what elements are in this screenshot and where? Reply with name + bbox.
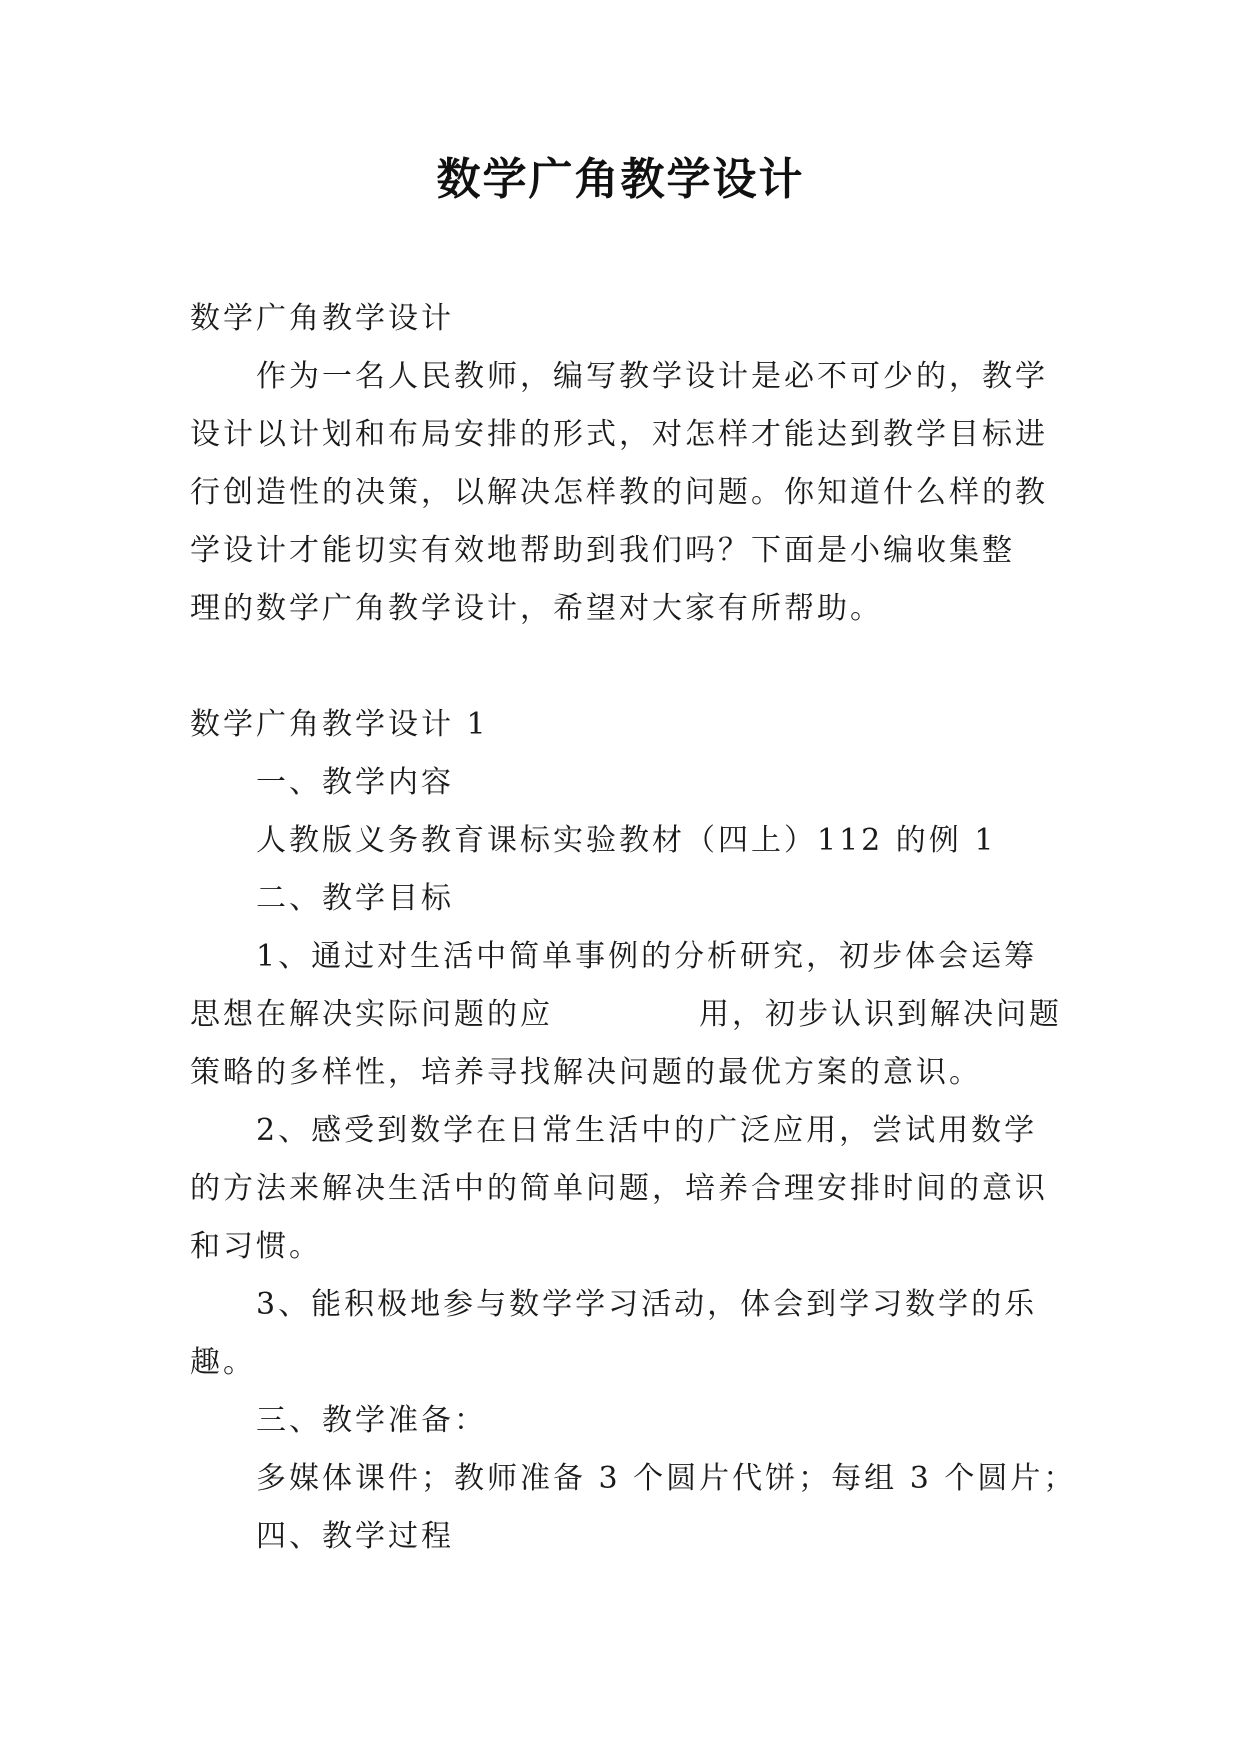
goal3-line-1: 3、能积极地参与数学学习活动，体会到学习数学的乐 xyxy=(256,1287,1038,1322)
part-heading-goals: 二、教学目标 xyxy=(256,881,454,916)
goal2-line-2: 的方法来解决生活中的简单问题，培养合理安排时间的意识 xyxy=(190,1171,1048,1206)
document-body xyxy=(190,290,1077,1566)
part-heading-content: 一、教学内容 xyxy=(256,765,454,800)
goal1-line-3: 策略的多样性，培养寻找解决问题的最优方案的意识。 xyxy=(190,1055,982,1090)
intro-line-4: 学设计才能切实有效地帮助到我们吗？下面是小编收集整 xyxy=(190,533,1015,568)
part-text-preparation: 多媒体课件；教师准备 3 个圆片代饼；每组 3 个圆片； xyxy=(256,1461,1077,1496)
goal2-line-3: 和习惯。 xyxy=(190,1229,322,1264)
part-heading-preparation: 三、教学准备： xyxy=(256,1403,487,1438)
paragraph-spacer xyxy=(190,638,1050,696)
intro-line-1: 作为一名人民教师，编写教学设计是必不可少的，教学 xyxy=(256,359,1048,394)
part-heading-process: 四、教学过程 xyxy=(256,1519,454,1554)
goal3-line-2: 趣。 xyxy=(190,1345,256,1380)
document-title: 数学广角教学设计 xyxy=(436,154,805,205)
goal2-line-1: 2、感受到数学在日常生活中的广泛应用，尝试用数学 xyxy=(256,1113,1038,1148)
intro-line-2: 设计以计划和布局安排的形式，对怎样才能达到教学目标进 xyxy=(190,417,1048,452)
section-heading-1: 数学广角教学设计 1 xyxy=(190,707,489,742)
goal1-line-2a: 思想在解决实际问题的应 xyxy=(190,997,553,1032)
intro-line-3: 行创造性的决策，以解决怎样教的问题。你知道什么样的教 xyxy=(190,475,1048,510)
intro-line-5: 理的数学广角教学设计，希望对大家有所帮助。 xyxy=(190,591,883,626)
goal1-line-2b: 用，初步认识到解决问题 xyxy=(699,997,1062,1032)
part-text-content: 人教版义务教育课标实验教材（四上）112 的例 1 xyxy=(256,823,997,858)
goal1-line-2 xyxy=(190,986,1062,1044)
goal1-line-1: 1、通过对生活中简单事例的分析研究，初步体会运筹 xyxy=(256,939,1038,974)
subtitle: 数学广角教学设计 xyxy=(190,301,454,336)
